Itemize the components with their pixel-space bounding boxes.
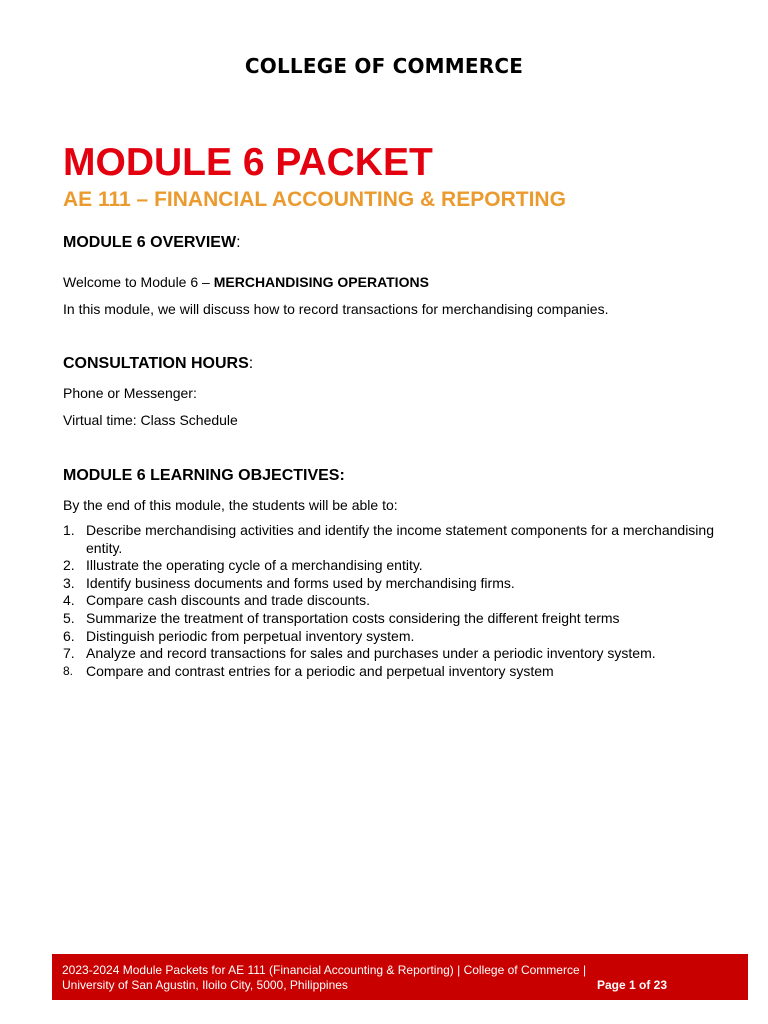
objective-text: Describe merchandising activities and identify the income statement components for a merchandising entity. [86, 522, 714, 556]
objective-text: Identify business documents and forms used by merchandising firms. [86, 574, 515, 591]
objective-item [63, 592, 723, 610]
college-name: COLLEGE OF COMMERCE [244, 54, 524, 78]
objective-item [63, 610, 723, 628]
objective-number: 1. [63, 522, 75, 538]
objective-text: Compare cash discounts and trade discounts. [86, 592, 371, 609]
footer-line-2 [62, 978, 667, 993]
consultation-phone: Phone or Messenger: [63, 385, 197, 401]
objective-item [63, 575, 723, 593]
page-number: Page 1 of 23 [596, 978, 667, 992]
objective-text: Analyze and record transactions for sales and purchases under a periodic inventory system. [86, 645, 656, 662]
overview-heading [63, 232, 241, 254]
overview-heading-text: MODULE 6 OVERVIEW [63, 234, 237, 251]
consultation-heading-colon: : [248, 355, 254, 372]
overview-description: In this module, we will discuss how to record transactions for merchandising companies. [63, 301, 609, 317]
page-footer [52, 954, 748, 1000]
objective-text: Distinguish periodic from perpetual inventory system. [86, 627, 415, 644]
objective-text: Compare and contrast entries for a periodic and perpetual inventory system [86, 662, 554, 679]
objective-number: 3. [63, 574, 75, 591]
welcome-topic: MERCHANDISING OPERATIONS [213, 274, 429, 290]
objective-number: 4. [63, 592, 75, 609]
objectives-heading: MODULE 6 LEARNING OBJECTIVES: [63, 467, 345, 484]
objective-item [63, 522, 723, 557]
objectives-list [63, 522, 723, 680]
consultation-virtual: Virtual time: Class Schedule [63, 412, 238, 428]
objective-text: Illustrate the operating cycle of a merchandising entity. [86, 557, 423, 574]
objective-item [63, 663, 723, 681]
objective-number: 5. [63, 609, 75, 626]
course-title: AE 111 – FINANCIAL ACCOUNTING & REPORTING [63, 188, 566, 211]
objective-text: Summarize the treatment of transportation costs considering the different freight terms [86, 609, 620, 626]
overview-welcome [63, 273, 429, 292]
footer-line-1: 2023-2024 Module Packets for AE 111 (Financial Accounting & Reporting) | College of Commerce | [62, 963, 587, 977]
objective-item [63, 645, 723, 663]
overview-heading-colon: : [236, 234, 241, 251]
welcome-prefix: Welcome to Module 6 – [63, 274, 214, 290]
objective-number: 7. [63, 645, 75, 662]
module-title: MODULE 6 PACKET [63, 141, 433, 184]
objective-number: 2. [63, 557, 75, 574]
objective-number: 6. [63, 627, 75, 644]
consultation-heading [63, 353, 253, 375]
objective-item [63, 557, 723, 575]
objectives-intro: By the end of this module, the students will be able to: [63, 497, 398, 513]
objective-number: 8. [63, 663, 74, 678]
consultation-heading-text: CONSULTATION HOURS [63, 355, 249, 372]
footer-address: University of San Agustin, Iloilo City, 5000, Philippines [62, 978, 348, 992]
objective-item [63, 628, 723, 646]
